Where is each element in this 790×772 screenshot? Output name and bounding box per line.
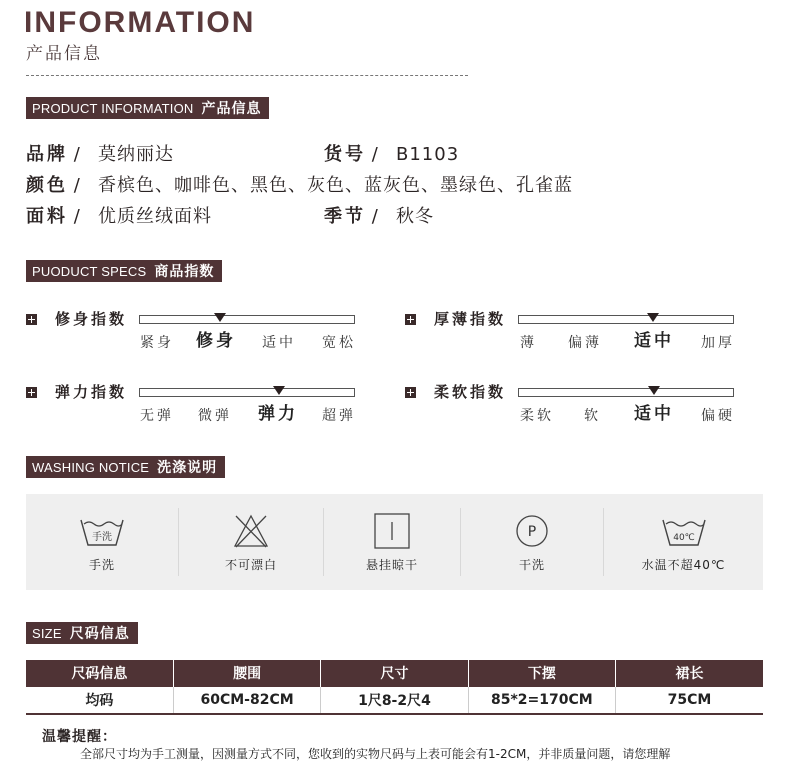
- table-cell: 均码: [26, 687, 173, 715]
- page-title: INFORMATION: [24, 6, 256, 39]
- fabric-label: 面料: [26, 206, 68, 227]
- index-option: 柔软: [520, 408, 554, 424]
- plus-icon: [26, 314, 37, 325]
- table-header: 尺码信息: [26, 660, 173, 687]
- season-label: 季节: [324, 206, 366, 227]
- no-bleach-icon: [232, 512, 270, 550]
- section-title-cn: 产品信息: [201, 101, 262, 117]
- tip-body: 全部尺寸均为手工测量，因测量方式不同，您收到的实物尺码与上表可能会有1-2CM，并非质量问题，请您理解: [80, 747, 671, 761]
- page-subtitle: 产品信息: [26, 44, 102, 64]
- info-line-brand: [26, 141, 174, 169]
- index-option: 加厚: [701, 335, 735, 351]
- svg-text:40℃: 40℃: [672, 533, 695, 543]
- index-option: 软: [584, 408, 601, 424]
- sep: /: [371, 144, 379, 165]
- section-title-cn: 洗涤说明: [157, 460, 218, 476]
- section-title-en: PUODUCT SPECS: [32, 263, 147, 279]
- wash-caption: 不可漂白: [224, 558, 277, 572]
- index-option: 薄: [520, 335, 537, 351]
- size-table: [26, 660, 763, 715]
- table-header: 腰围: [173, 660, 320, 687]
- wash-item-hang: [324, 494, 460, 590]
- wash-caption: 悬挂晾干: [365, 558, 418, 572]
- wash-item-hand: [26, 494, 178, 590]
- table-header-row: [26, 660, 763, 687]
- section-bar-product: [26, 97, 269, 119]
- index-option: 紧身: [140, 335, 174, 351]
- section-bar-size: [26, 622, 138, 644]
- index-option: 适中: [634, 331, 674, 351]
- section-title-cn: 商品指数: [154, 264, 215, 280]
- index-option: 修身: [196, 331, 236, 351]
- index-track: [518, 315, 734, 324]
- index-track: [518, 388, 734, 397]
- table-row: [26, 687, 763, 715]
- index-option: 适中: [262, 335, 296, 351]
- index-option: 超弹: [322, 408, 356, 424]
- wash-caption: 干洗: [518, 558, 545, 572]
- index-option: 宽松: [322, 335, 356, 351]
- table-cell: 85*2=170CM: [468, 687, 615, 715]
- sep: /: [371, 206, 379, 227]
- index-option: 偏硬: [701, 408, 735, 424]
- season-value: 秋冬: [395, 206, 434, 227]
- section-title-cn: 尺码信息: [69, 626, 130, 642]
- index-marker: [648, 386, 660, 395]
- info-line-season: [324, 203, 434, 231]
- index-marker: [647, 313, 659, 322]
- sep: /: [73, 175, 81, 196]
- section-bar-specs: [26, 260, 222, 282]
- wash-item-bleach: [179, 494, 323, 590]
- hand-wash-icon: [78, 512, 126, 550]
- water-temp-icon: [660, 512, 708, 550]
- index-option: 弹力: [258, 404, 298, 424]
- index-track: [139, 315, 355, 324]
- tip-title: 温馨提醒：: [42, 729, 117, 745]
- plus-icon: [405, 387, 416, 398]
- brand-label: 品牌: [26, 144, 68, 165]
- color-label: 颜色: [26, 175, 68, 196]
- table-header: 下摆: [468, 660, 615, 687]
- sku-value: B1103: [395, 144, 460, 165]
- section-bar-washing: [26, 456, 225, 478]
- info-line-sku: [324, 141, 459, 169]
- wash-item-temp: [604, 494, 763, 590]
- table-cell: 1尺8-2尺4: [321, 687, 468, 715]
- index-label: 厚薄指数: [434, 310, 507, 328]
- divider: [26, 75, 468, 76]
- sku-label: 货号: [324, 144, 366, 165]
- index-option: 无弹: [140, 408, 174, 424]
- index-label: 柔软指数: [434, 383, 507, 401]
- table-cell: 60CM-82CM: [173, 687, 320, 715]
- section-title-en: SIZE: [32, 625, 62, 641]
- section-title-en: WASHING NOTICE: [32, 459, 150, 475]
- washing-panel: [26, 494, 763, 590]
- brand-value: 莫纳丽达: [97, 144, 174, 165]
- index-option: 微弹: [198, 408, 232, 424]
- svg-text:手洗: 手洗: [92, 532, 112, 543]
- svg-text:P: P: [527, 524, 537, 540]
- plus-icon: [405, 314, 416, 325]
- index-option: 偏薄: [568, 335, 602, 351]
- sep: /: [73, 144, 81, 165]
- wash-caption: 水温不超40℃: [641, 558, 726, 572]
- wash-caption: 手洗: [88, 558, 115, 572]
- fabric-value: 优质丝绒面料: [97, 206, 212, 227]
- index-track: [139, 388, 355, 397]
- table-cell: 75CM: [616, 687, 763, 715]
- sep: /: [73, 206, 81, 227]
- index-label: 修身指数: [55, 310, 128, 328]
- table-header: 裙长: [616, 660, 763, 687]
- info-line-color: [26, 172, 573, 200]
- index-label: 弹力指数: [55, 383, 128, 401]
- index-marker: [214, 313, 226, 322]
- index-marker: [273, 386, 285, 395]
- section-title-en: PRODUCT INFORMATION: [32, 100, 194, 116]
- info-line-fabric: [26, 203, 212, 231]
- index-option: 适中: [634, 404, 674, 424]
- table-header: 尺寸: [321, 660, 468, 687]
- dry-clean-icon: [515, 512, 549, 550]
- wash-item-dryclean: [461, 494, 603, 590]
- hang-dry-icon: [373, 512, 411, 550]
- plus-icon: [26, 387, 37, 398]
- color-value: 香槟色、咖啡色、黑色、灰色、蓝灰色、墨绿色、孔雀蓝: [97, 175, 573, 196]
